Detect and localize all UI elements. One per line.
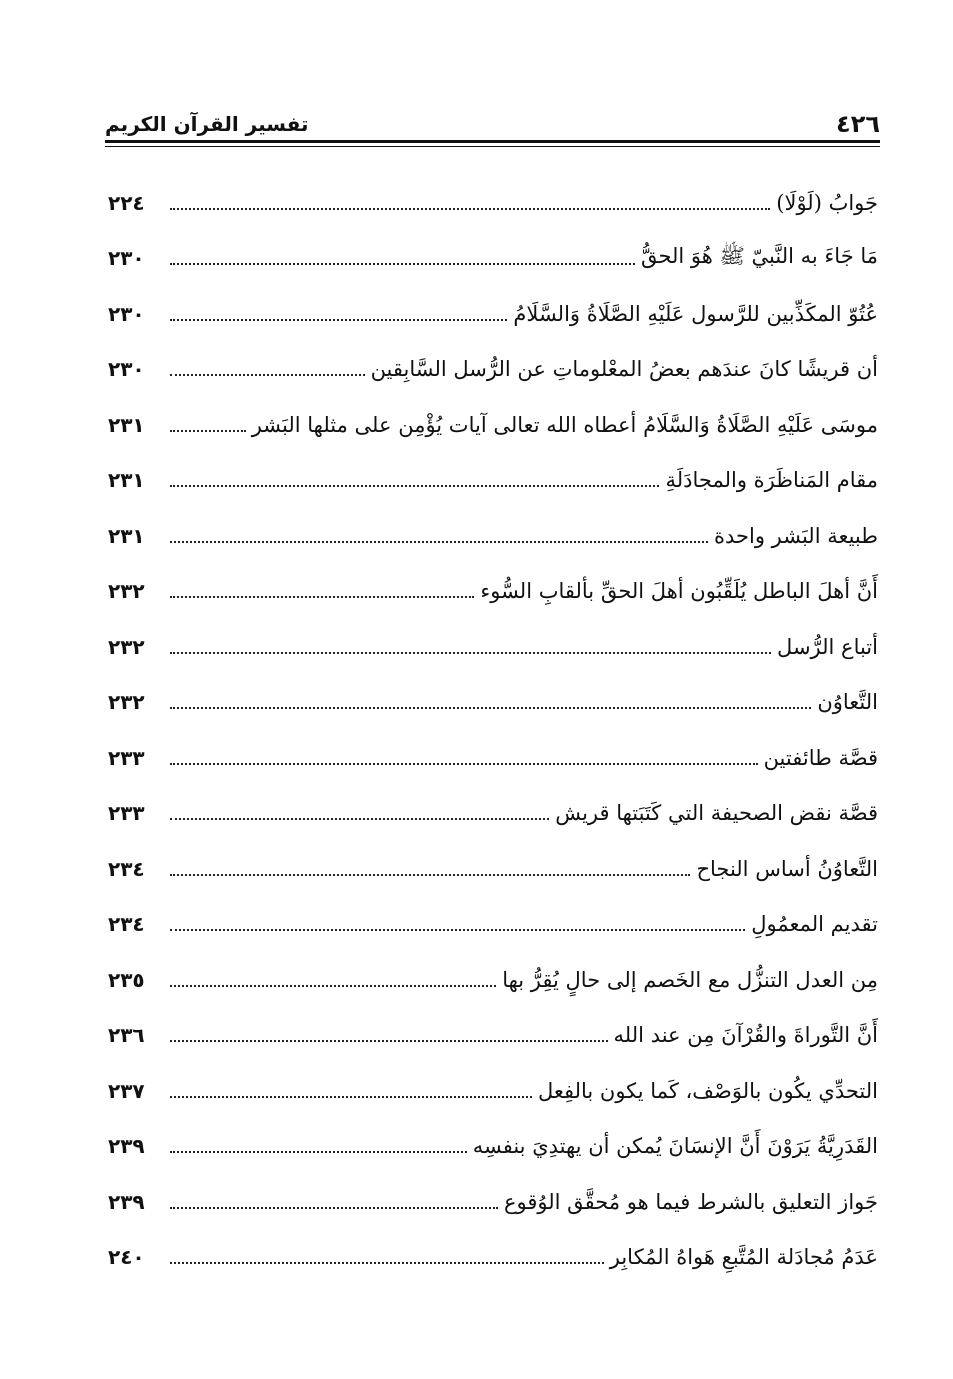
toc-entry-page: ٢٤٠ — [108, 1245, 145, 1270]
running-title: تفسير القرآن الكريم — [105, 112, 309, 136]
toc-entry-page: ٢٣٧ — [108, 1078, 145, 1103]
dot-leader — [170, 874, 690, 876]
toc-entry — [108, 786, 878, 842]
dot-leader — [170, 1151, 467, 1153]
toc-entry — [108, 1008, 878, 1064]
toc-entry-page: ٢٣٠ — [108, 246, 145, 271]
dot-leader — [170, 541, 708, 543]
toc-entry-title: طبيعة البَشر واحدة — [713, 523, 878, 548]
dot-leader — [170, 1207, 498, 1209]
toc-entry-title: أتباع الرُّسل — [777, 634, 878, 659]
dot-leader — [170, 208, 770, 210]
toc-entry-title: عُتُوّ المكَذِّبين للرَّسول عَلَيْهِ الصَّلَاةُ وَالسَّلَامُ — [513, 301, 878, 326]
toc-entry-page: ٢٣٣ — [108, 745, 145, 770]
dot-leader — [170, 929, 745, 931]
toc-entry — [108, 231, 878, 287]
toc-entry — [108, 619, 878, 675]
toc-entry-page: ٢٣٤ — [108, 912, 145, 937]
toc-entry-page: ٢٣٢ — [108, 690, 145, 715]
header-rule — [105, 140, 880, 143]
dot-leader — [170, 985, 496, 987]
dot-leader — [170, 596, 474, 598]
toc-entry-page: ٢٣٣ — [108, 801, 145, 826]
header-rule-secondary — [105, 146, 880, 147]
toc-entry-title: مِن العدل التنزُّل مع الخَصم إلى حالٍ يُقِرُّ بها — [502, 967, 878, 992]
toc-entry-page: ٢٣٢ — [108, 634, 145, 659]
toc-entry-page: ٢٣٠ — [108, 357, 145, 382]
toc-entry-page: ٢٣٩ — [108, 1134, 145, 1159]
toc-entry-title: القَدَرِيَّةُ يَرَوْنَ أَنَّ الإنسَانَ يُمكن أن يهتدِيَ بنفسِه — [472, 1134, 878, 1159]
dot-leader — [170, 1096, 532, 1098]
toc-entry-page: ٢٣٥ — [108, 967, 145, 992]
toc-entry — [108, 1119, 878, 1175]
toc-entry — [108, 1230, 878, 1286]
toc-entry-title: تقديم المعمُولِ — [751, 912, 878, 937]
table-of-contents — [108, 175, 878, 1285]
toc-entry-title: جَوابُ (لَوْلَا) — [776, 190, 878, 215]
toc-entry — [108, 952, 878, 1008]
toc-entry-title: أَنَّ أهلَ الباطل يُلَقِّبُون أهلَ الحقِّ بألقابِ السُّوء — [480, 579, 878, 604]
toc-entry-page: ٢٣١ — [108, 468, 145, 493]
toc-entry-title: أن قريشًا كانَ عندَهم بعضُ المعْلوماتِ عن الرُّسل السَّابِقين — [370, 357, 878, 382]
toc-entry-title: مَا جَاءَ به النَّبيّ ﷺ هُوَ الحقُّ — [640, 243, 878, 268]
toc-entry — [108, 841, 878, 897]
toc-entry-page: ٢٣١ — [108, 412, 145, 437]
dot-leader — [170, 652, 771, 654]
dot-leader — [170, 485, 659, 487]
toc-entry-title: قصَّة طائفتين — [763, 745, 878, 770]
toc-entry-page: ٢٣٠ — [108, 301, 145, 326]
toc-entry — [108, 675, 878, 731]
toc-entry-page: ٢٣١ — [108, 523, 145, 548]
dot-leader — [170, 707, 811, 709]
toc-entry-title: التحدِّي يكُون بالوَصْف، كَما يكون بالفِعل — [537, 1078, 878, 1103]
dot-leader — [170, 374, 365, 376]
toc-entry-title: قصَّة نقض الصحيفة التي كَتَبَتها قريش — [555, 801, 878, 826]
toc-entry — [108, 286, 878, 342]
dot-leader — [170, 763, 758, 765]
toc-entry-title: عَدَمُ مُجادَلة المُتَّبعِ هَواهُ المُكابِر — [609, 1245, 878, 1270]
page-number: ٤٢٦ — [836, 110, 880, 138]
toc-entry — [108, 1174, 878, 1230]
dot-leader — [170, 319, 507, 321]
toc-entry — [108, 1063, 878, 1119]
toc-entry-page: ٢٣٤ — [108, 856, 145, 881]
toc-entry — [108, 564, 878, 620]
dot-leader — [170, 1040, 608, 1042]
toc-entry — [108, 175, 878, 231]
toc-entry-page: ٢٢٤ — [108, 190, 145, 215]
toc-entry — [108, 397, 878, 453]
dot-leader — [170, 430, 246, 432]
toc-entry — [108, 730, 878, 786]
toc-entry — [108, 897, 878, 953]
toc-entry — [108, 453, 878, 509]
toc-entry-page: ٢٣٩ — [108, 1189, 145, 1214]
toc-entry-title: التَّعاوُن — [817, 690, 878, 715]
page-header — [105, 103, 880, 139]
toc-entry — [108, 342, 878, 398]
dot-leader — [170, 263, 635, 265]
toc-entry-title: جَواز التعليق بالشرط فيما هو مُحقَّق الوُقوع — [503, 1189, 878, 1214]
toc-entry-page: ٢٣٦ — [108, 1023, 145, 1048]
toc-entry-title: التَّعاوُنُ أساس النجاح — [696, 856, 878, 881]
toc-entry-title: مقام المَناظَرَة والمجادَلَةِ — [665, 468, 878, 493]
dot-leader — [170, 818, 549, 820]
toc-entry-title: أَنَّ التَّوراةَ والقُرْآنَ مِن عند الله — [613, 1023, 878, 1048]
toc-entry-page: ٢٣٢ — [108, 579, 145, 604]
toc-entry — [108, 508, 878, 564]
toc-entry-title: موسَى عَلَيْهِ الصَّلَاةُ وَالسَّلَامُ أعطاه الله تعالى آيات يُؤْمِن على مثلها البَشر — [251, 412, 878, 437]
dot-leader — [170, 1262, 604, 1264]
